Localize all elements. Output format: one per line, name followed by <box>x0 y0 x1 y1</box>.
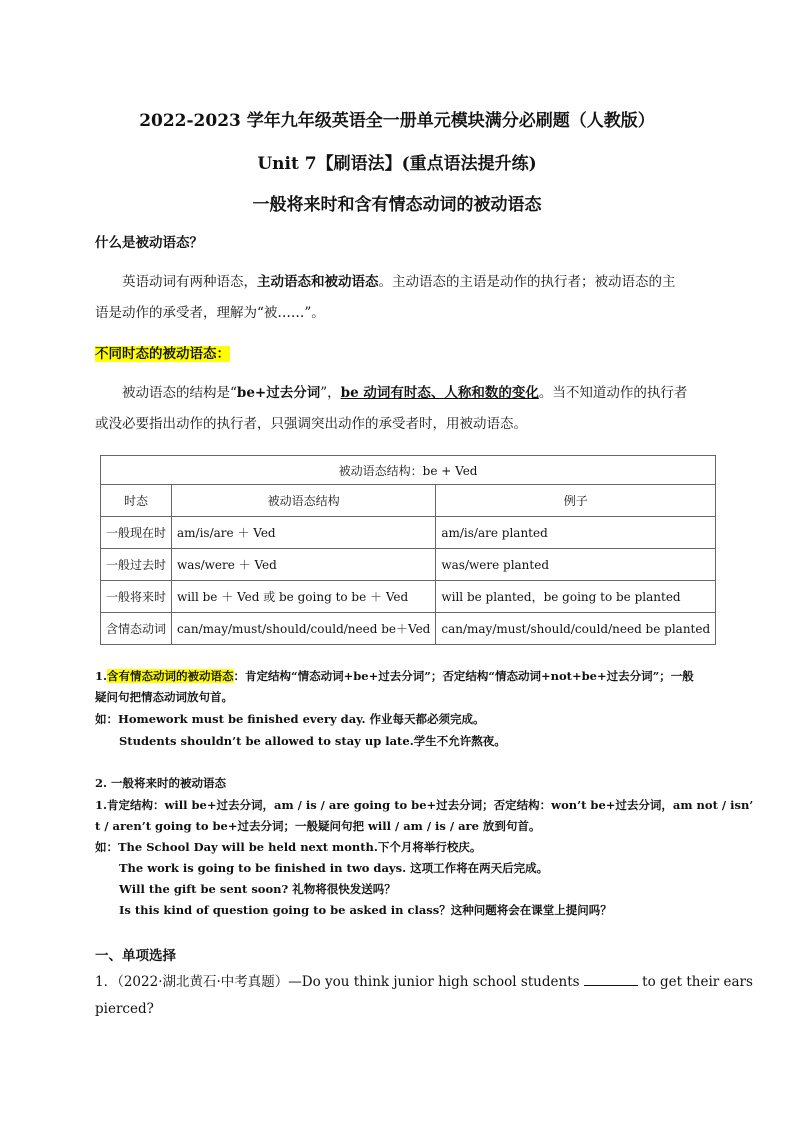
table-caption-row <box>101 456 716 485</box>
note2-example: The work is going to be finished in two days. 这项工作将在两天后完成。 <box>119 861 549 875</box>
note2-heading: 2. 一般将来时的被动语态 <box>95 776 227 790</box>
note2-line1: 1.肯定结构：will be+过去分词，am / is / are going to be+过去分词；否定结构：won’t be+过去分词，am not / isn’ <box>95 798 754 812</box>
intro-paragraph-line1 <box>122 270 676 290</box>
note2-example: 如：The School Day will be held next month.下个月将举行校庆。 <box>95 840 482 854</box>
table-row <box>101 549 716 581</box>
table-cell-example: can/may/must/should/could/need be planted <box>436 613 716 645</box>
note2-example: Is this kind of question going to be asked in class？这种问题将会在课堂上提问吗？ <box>119 903 612 917</box>
note1-label: 含有情态动词的被动语态 <box>107 669 234 683</box>
note1-example: Students shouldn’t be allowed to stay up late.学生不允许熬夜。 <box>119 734 506 748</box>
note1-text: ：肯定结构“情态动词+be+过去分词”；否定结构“情态动词+not+be+过去分词”；一般 <box>233 669 694 683</box>
table-header-row <box>101 485 716 517</box>
table-cell-example: was/were planted <box>436 549 716 581</box>
intro-emphasis: 主动语态和被动语态 <box>257 274 379 290</box>
question-text: to get their ears <box>642 974 753 990</box>
table-cell-structure: am/is/are ＋ Ved <box>172 517 436 549</box>
table-cell-tense: 一般现在时 <box>101 517 172 549</box>
question-1-line1 <box>95 970 753 990</box>
tenses-text: 被动语态的结构是“ <box>122 385 237 401</box>
passive-voice-table <box>100 455 716 645</box>
tenses-text: ”， <box>320 385 341 401</box>
intro-text: 。主动语态的主语是动作的执行者；被动语态的主 <box>378 274 676 290</box>
table-row <box>101 517 716 549</box>
tenses-heading-highlight: 不同时态的被动语态： <box>95 346 230 362</box>
table-cell-structure: will be ＋ Ved 或 be going to be ＋ Ved <box>172 581 436 613</box>
tenses-text: 。当不知道动作的执行者 <box>538 385 688 401</box>
section-heading: 一、单项选择 <box>95 948 176 964</box>
table-cell-tense: 含情态动词 <box>101 613 172 645</box>
note2-line2: t / aren’t going to be+过去分词；一般疑问句把 will / am / is / are 放到句首。 <box>95 819 541 833</box>
intro-paragraph-line2: 语是动作的承受者，理解为“被……”。 <box>95 305 325 321</box>
question-1-line2: pierced? <box>95 1001 154 1017</box>
tenses-structure: be+过去分词 <box>236 385 321 401</box>
table-cell-structure: can/may/must/should/could/need be＋Ved <box>172 613 436 645</box>
note1-example: 如：Homework must be finished every day. 作业每天都必须完成。 <box>95 712 485 726</box>
table-caption: 被动语态结构：be + Ved <box>101 456 716 485</box>
table-cell-tense: 一般过去时 <box>101 549 172 581</box>
tenses-heading <box>95 342 230 362</box>
intro-heading: 什么是被动语态？ <box>95 235 203 251</box>
unit-subtitle: Unit 7【刷语法】(重点语法提升练) <box>257 154 537 174</box>
note1-line1 <box>95 668 694 684</box>
note2-example: Will the gift be sent soon? 礼物将很快发送吗？ <box>119 882 396 896</box>
table-cell-example: am/is/are planted <box>436 517 716 549</box>
note1-number: 1. <box>95 669 108 683</box>
table-header: 时态 <box>101 485 172 517</box>
tenses-paragraph-line2: 或没必要指出动作的执行者，只强调突出动作的承受者时，用被动语态。 <box>95 416 527 432</box>
table-header: 被动语态结构 <box>172 485 436 517</box>
table-header: 例子 <box>436 485 716 517</box>
table-cell-tense: 一般将来时 <box>101 581 172 613</box>
table-cell-structure: was/were ＋ Ved <box>172 549 436 581</box>
tenses-emphasis: be 动词有时态、人称和数的变化 <box>340 385 539 401</box>
tenses-paragraph-line1 <box>122 381 687 401</box>
question-text: 1．（2022·湖北黄石·中考真题）—Do you think junior high school students <box>95 974 580 990</box>
table-cell-example: will be planted，be going to be planted <box>436 581 716 613</box>
note1-line2: 疑问句把情态动词放句首。 <box>95 690 233 704</box>
intro-text: 英语动词有两种语态， <box>122 274 257 290</box>
answer-blank[interactable] <box>584 973 638 986</box>
document-title: 2022-2023 学年九年级英语全一册单元模块满分必刷题（人教版） <box>139 111 655 131</box>
topic-title: 一般将来时和含有情态动词的被动语态 <box>252 195 542 215</box>
table-row <box>101 581 716 613</box>
table-row <box>101 613 716 645</box>
